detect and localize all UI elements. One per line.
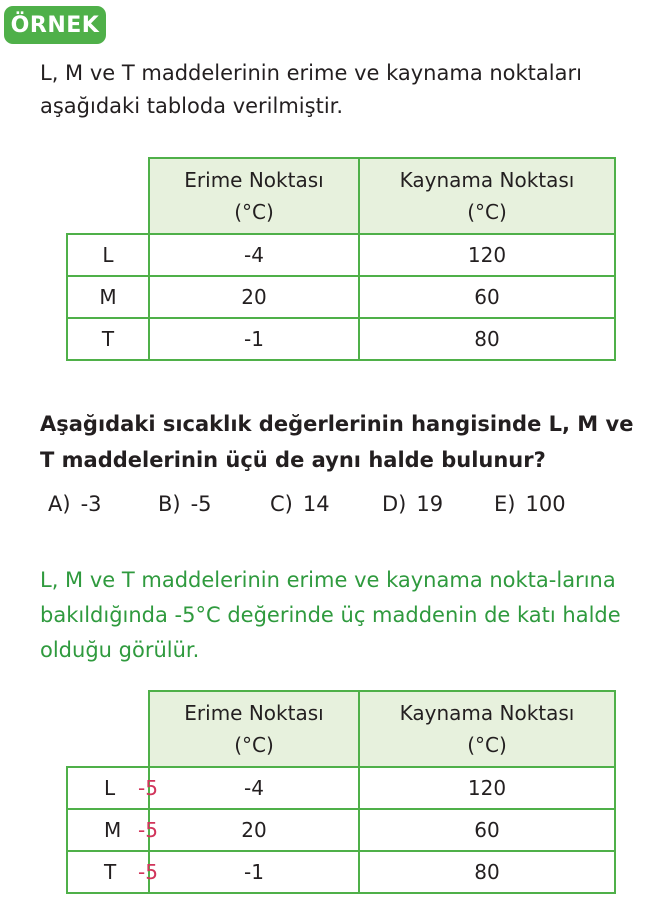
row-label-l: L (66, 233, 150, 277)
melt-value-m: 20 (148, 275, 360, 319)
choice-c[interactable]: C) 14 (270, 492, 330, 516)
header-unit: (°C) (467, 733, 507, 757)
data-table (66, 157, 616, 363)
choice-e[interactable]: E) 100 (494, 492, 566, 516)
melt-value-m: 20 (148, 808, 360, 852)
header-boiling-point (358, 690, 616, 768)
choice-d[interactable]: D) 19 (382, 492, 444, 516)
boil-value-t: 80 (358, 317, 616, 361)
row-label-l: L (66, 766, 150, 810)
header-title: Kaynama Noktası (399, 701, 575, 725)
choice-a[interactable]: A) -3 (48, 492, 102, 516)
header-unit: (°C) (467, 200, 507, 224)
intro-text: L, M ve T maddelerinin erime ve kaynama noktaları aşağıdaki tabloda verilmiştir. (40, 61, 582, 118)
header-melting-point (148, 157, 360, 235)
header-title: Erime Noktası (184, 168, 324, 192)
header-title: Kaynama Noktası (399, 168, 575, 192)
annotation-m: -5 (138, 818, 158, 842)
boil-value-l: 120 (358, 766, 616, 810)
boil-value-t: 80 (358, 850, 616, 894)
header-unit: (°C) (234, 200, 274, 224)
boil-value-m: 60 (358, 275, 616, 319)
row-label-t: T (66, 850, 150, 894)
question-text: Aşağıdaki sıcaklık değerlerinin hangisinde L, M ve T maddelerinin üçü de aynı halde bulunur? (40, 412, 634, 472)
choice-b[interactable]: B) -5 (158, 492, 212, 516)
boil-value-m: 60 (358, 808, 616, 852)
answer-choices (48, 492, 608, 522)
header-title: Erime Noktası (184, 701, 324, 725)
annotation-l: -5 (138, 776, 158, 800)
annotation-t: -5 (138, 860, 158, 884)
melt-value-l: -4 (148, 766, 360, 810)
melt-value-t: -1 (148, 850, 360, 894)
row-label-t: T (66, 317, 150, 361)
annotated-table (66, 690, 616, 896)
boil-value-l: 120 (358, 233, 616, 277)
header-unit: (°C) (234, 733, 274, 757)
solution-text: L, M ve T maddelerinin erime ve kaynama nokta-larına bakıldığında -5°C değerinde üç maddenin de katı halde olduğu görülür. (40, 568, 621, 662)
ornek-badge: ÖRNEK (4, 6, 106, 44)
melt-value-l: -4 (148, 233, 360, 277)
row-label-m: M (66, 275, 150, 319)
header-boiling-point (358, 157, 616, 235)
row-label-m: M (66, 808, 150, 852)
melt-value-t: -1 (148, 317, 360, 361)
header-melting-point (148, 690, 360, 768)
